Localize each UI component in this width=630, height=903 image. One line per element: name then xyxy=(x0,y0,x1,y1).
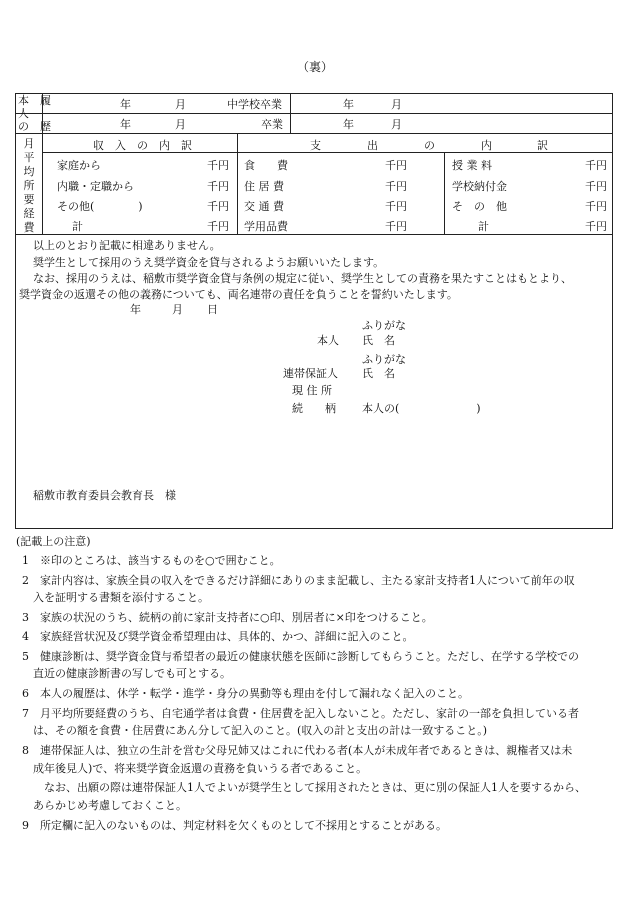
expense-other: そ の 他 xyxy=(452,200,507,213)
note-4: 4 家族経営状況及び奨学資金希望理由は、具体的、かつ、詳細に記入のこと。 xyxy=(22,630,414,643)
history-row-divider xyxy=(15,113,613,114)
expense-header-3: の xyxy=(424,139,435,152)
note-5: 5 健康診断は、奨学資金貸与希望者の最近の健康状態を医師に診断してもらうこと。ただし、在学する学校での xyxy=(22,650,579,663)
note-6: 6 本人の履歴は、休学・転学・進学・身分の異動等も理由を付して漏れなく記入のこと。 xyxy=(22,687,469,700)
expense-school-fees: 学校納付金 xyxy=(452,180,507,193)
income-unit-2: 千円 xyxy=(207,180,229,193)
history-row2-grad-month: 月 xyxy=(391,118,402,131)
income-unit-1: 千円 xyxy=(207,159,229,172)
note-8-cont: 成年後見人)で、将来奨学資金返還の責務を負いうる者であること。 xyxy=(33,762,368,775)
expense-column-divider xyxy=(444,152,445,234)
address-label: 現 住 所 xyxy=(292,384,332,397)
relation-label: 続 柄 xyxy=(292,402,336,415)
expense-transport: 交 通 費 xyxy=(244,200,284,213)
relation-value: 本人の( ) xyxy=(362,402,481,415)
income-item-other: その他( ) xyxy=(57,200,143,213)
note-5-cont: 直近の健康診断書の写しでも可とする。 xyxy=(33,667,231,680)
note-1: 1 ※印のところは、該当するものを○で囲むこと。 xyxy=(22,554,281,567)
history-row1-school: 中学校卒業 xyxy=(227,98,282,111)
expense-unit-4: 千円 xyxy=(385,220,407,233)
history-row2-school: 卒業 xyxy=(261,118,283,131)
history-bottom-line xyxy=(15,133,613,134)
expense2-unit-4: 千円 xyxy=(585,220,607,233)
pledge-line-3: なお、採用のうえは、稲敷市奨学資金貸与条例の規定に従い、奨学生としての責務を果たすことはもとより、 xyxy=(33,272,572,285)
note-2: 2 家計内容は、家族全員の収入をできるだけ詳細にありのまま記載し、主たる家計支持者1人について前年の収 xyxy=(22,574,575,587)
pledge-line-2: 奨学生として採用のうえ奨学資金を貸与されるようお願いいたします。 xyxy=(33,256,385,269)
pledge-line-1: 以上のとおり記載に相違ありません。 xyxy=(33,239,221,252)
expense-supplies: 学用品費 xyxy=(244,220,288,233)
expense2-unit-3: 千円 xyxy=(585,200,607,213)
history-row1-month: 月 xyxy=(175,98,186,111)
notes-heading: (記載上の注意) xyxy=(16,535,91,548)
expense-header-4: 内 xyxy=(481,139,492,152)
expense-food: 食 費 xyxy=(244,159,288,172)
income-item-job: 内職・定職から xyxy=(57,180,134,193)
guarantor-label: 連帯保証人 xyxy=(283,367,338,380)
note-8-extra: なお、出願の際は連帯保証人1人でよいが奨学生として採用されたときは、更に別の保証人1人を要するから、 xyxy=(44,781,586,794)
expense-header-5: 訳 xyxy=(537,139,548,152)
expense-unit-1: 千円 xyxy=(385,159,407,172)
expense-unit-2: 千円 xyxy=(385,180,407,193)
expense-tuition: 授 業 料 xyxy=(452,159,492,172)
expense2-unit-2: 千円 xyxy=(585,180,607,193)
expense-total: 計 xyxy=(478,220,489,233)
page-side-label: （裏） xyxy=(296,60,333,74)
date-year: 年 xyxy=(130,303,141,316)
self-name-label: 氏 名 xyxy=(362,334,395,347)
income-item-family: 家庭から xyxy=(57,159,101,172)
monthly-expense-label: 月 平 均 所 要 経 費 xyxy=(23,137,35,234)
date-day: 日 xyxy=(207,303,218,316)
note-7-cont: は、その額を食費・住居費にあん分して記入のこと。(収入の計と支出の計は一致すること。) xyxy=(33,724,488,737)
income-unit-4: 千円 xyxy=(207,220,229,233)
note-8: 8 連帯保証人は、独立の生計を営む父母兄姉又はこれに代わる者(本人が未成年者であるときは、親権者又は未 xyxy=(22,744,573,757)
date-month: 月 xyxy=(172,303,183,316)
history-row1-grad-month: 月 xyxy=(391,98,402,111)
expense2-unit-1: 千円 xyxy=(585,159,607,172)
history-date-divider xyxy=(290,93,291,133)
application-form-frame xyxy=(15,93,613,529)
expense-unit-3: 千円 xyxy=(385,200,407,213)
note-7: 7 月平均所要経費のうち、自宅通学者は食費・住居費を記入しないこと。ただし、家計の一部を負担している者 xyxy=(22,707,579,720)
income-expense-divider xyxy=(237,133,238,234)
budget-bottom-line xyxy=(15,234,613,235)
guarantor-furigana: ふりがな xyxy=(362,353,406,366)
history-row2-year: 年 xyxy=(120,118,131,131)
income-header: 収 入 の 内 訳 xyxy=(93,139,192,152)
history-row2-month: 月 xyxy=(175,118,186,131)
self-label: 本人 xyxy=(317,334,339,347)
history-label: 本 履 人 の 歴 xyxy=(18,94,51,133)
income-item-total: 計 xyxy=(72,220,83,233)
expense-header-1: 支 xyxy=(310,139,321,152)
addressee: 稲敷市教育委員会教育長 様 xyxy=(33,489,176,502)
note-9: 9 所定欄に記入のないものは、判定材料を欠くものとして不採用とすることがある。 xyxy=(22,819,447,832)
guarantor-name-label: 氏 名 xyxy=(362,367,395,380)
history-row1-grad-year: 年 xyxy=(343,98,354,111)
history-row1-year: 年 xyxy=(120,98,131,111)
expense-housing: 住 居 費 xyxy=(244,180,284,193)
pledge-line-4: 奨学資金の返還その他の義務についても、両名連帯の責任を負うことを誓約いたします。 xyxy=(19,288,458,301)
note-3: 3 家族の状況のうち、続柄の前に家計支持者に○印、別居者に×印をつけること。 xyxy=(22,611,433,624)
note-8-extra-cont: あらかじめ考慮しておくこと。 xyxy=(33,799,187,812)
self-furigana: ふりがな xyxy=(362,319,406,332)
expense-header-2: 出 xyxy=(367,139,378,152)
history-row2-grad-year: 年 xyxy=(343,118,354,131)
income-unit-3: 千円 xyxy=(207,200,229,213)
note-2-cont: 入を証明する書類を添付すること。 xyxy=(33,591,209,604)
